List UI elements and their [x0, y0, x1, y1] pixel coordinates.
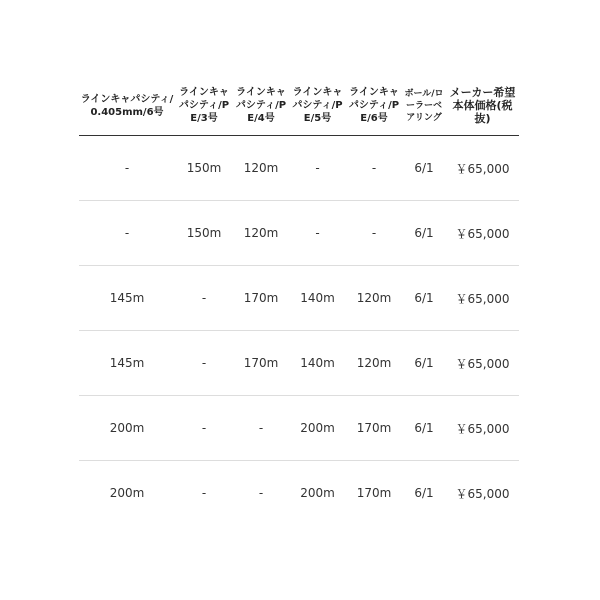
spec-table	[79, 76, 519, 525]
cell-price: ￥65,000	[455, 486, 510, 501]
cell-line-capacity-pe-6: 170m	[356, 486, 392, 500]
cell-line-capacity-pe-5: -	[289, 136, 346, 201]
cell-bearings: 6/1	[402, 136, 446, 201]
cell-line-capacity-pe-3: -	[175, 266, 233, 331]
header-line-capacity-nylon-6: ラインキャパシティ/0.405mm/6号	[79, 76, 175, 136]
table-row	[79, 461, 519, 526]
header-line-capacity-pe-5: ラインキャパシティ/PE/5号	[289, 76, 346, 136]
cell-line-capacity-pe-3: 150m	[175, 201, 233, 266]
cell-line-capacity-pe-5: 140m	[289, 331, 346, 396]
cell-line-capacity-pe-5: 140m	[289, 266, 346, 331]
header-row	[79, 76, 519, 136]
cell-line-capacity-pe-4: -	[233, 396, 289, 461]
cell-line-capacity-nylon-6: 200m	[79, 396, 175, 461]
cell-line-capacity-pe-6: -	[346, 201, 402, 266]
cell-price: ￥65,000	[446, 136, 519, 201]
cell-line-capacity-pe-4: -	[258, 486, 264, 500]
header-line-capacity-pe-6: ラインキャパシティ/PE/6号	[346, 76, 402, 136]
cell-line-capacity-pe-5: -	[289, 201, 346, 266]
cell-line-capacity-pe-3: -	[201, 486, 207, 500]
cell-bearings: 6/1	[402, 201, 446, 266]
table-row	[79, 396, 519, 461]
cell-price: ￥65,000	[446, 266, 519, 331]
cell-price: ￥65,000	[446, 396, 519, 461]
cell-line-capacity-nylon-6: 200m	[109, 486, 145, 500]
cell-bearings: 6/1	[402, 396, 446, 461]
cell-line-capacity-pe-4: 170m	[233, 266, 289, 331]
table-row	[79, 201, 519, 266]
spec-table-body	[79, 136, 519, 526]
cell-line-capacity-pe-6: 120m	[346, 331, 402, 396]
cell-line-capacity-pe-5: 200m	[300, 486, 335, 500]
cell-bearings: 6/1	[402, 266, 446, 331]
cell-line-capacity-pe-6: -	[346, 136, 402, 201]
cell-line-capacity-nylon-6: -	[79, 201, 175, 266]
table-row	[79, 266, 519, 331]
cell-price: ￥65,000	[446, 331, 519, 396]
cell-line-capacity-pe-5: 200m	[289, 396, 346, 461]
cell-price: ￥65,000	[446, 201, 519, 266]
cell-line-capacity-pe-4: 170m	[233, 331, 289, 396]
cell-line-capacity-pe-3: 150m	[175, 136, 233, 201]
cell-line-capacity-nylon-6: 145m	[79, 331, 175, 396]
cell-line-capacity-pe-4: 120m	[233, 136, 289, 201]
cell-bearings: 6/1	[414, 486, 434, 500]
header-line-capacity-pe-4: ラインキャパシティ/PE/4号	[233, 76, 289, 136]
table-row	[79, 331, 519, 396]
cell-line-capacity-pe-6: 120m	[346, 266, 402, 331]
cell-bearings: 6/1	[402, 331, 446, 396]
header-bearings: ボール/ローラーベアリング	[402, 76, 446, 136]
cell-line-capacity-nylon-6: 145m	[79, 266, 175, 331]
cell-line-capacity-pe-3: -	[175, 396, 233, 461]
spec-table-header	[79, 76, 519, 136]
header-line-capacity-pe-3: ラインキャパシティ/PE/3号	[175, 76, 233, 136]
cell-line-capacity-pe-6: 170m	[346, 396, 402, 461]
cell-line-capacity-nylon-6: -	[79, 136, 175, 201]
cell-line-capacity-pe-3: -	[175, 331, 233, 396]
table-row	[79, 136, 519, 201]
header-price: メーカー希望本体価格(税抜)	[446, 76, 519, 136]
cell-line-capacity-pe-4: 120m	[233, 201, 289, 266]
